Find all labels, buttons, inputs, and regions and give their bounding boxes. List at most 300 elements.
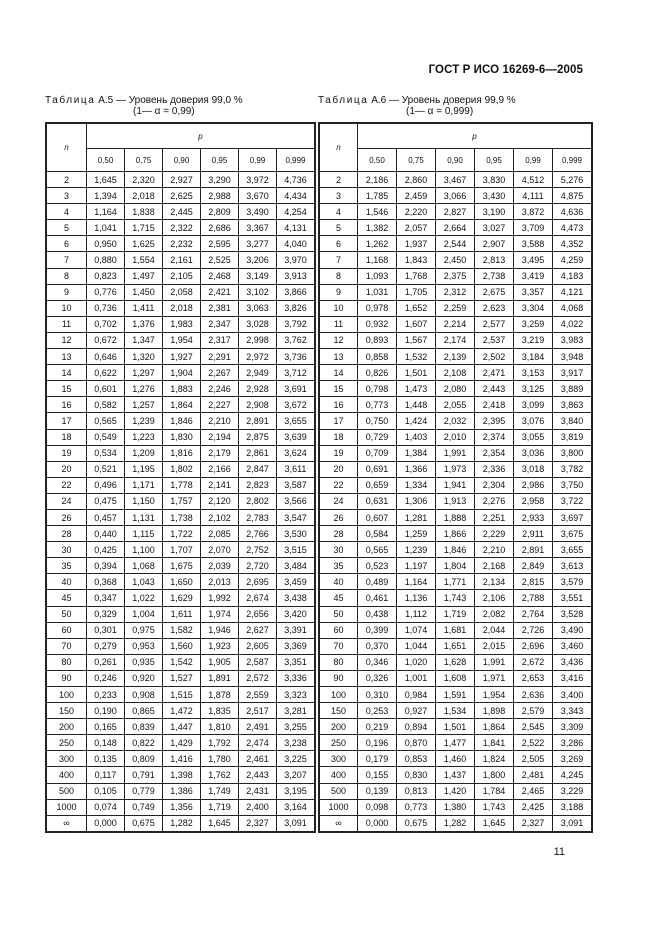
n-cell: 10: [47, 300, 87, 316]
p-value-header: 0,75: [397, 149, 436, 172]
n-cell: 30: [47, 542, 87, 558]
value-cell: 0,880: [87, 252, 125, 268]
value-cell: 1,150: [125, 493, 163, 509]
n-cell: 26: [47, 509, 87, 525]
value-cell: 1,450: [125, 284, 163, 300]
value-cell: 1,447: [163, 719, 201, 735]
value-cell: 0,000: [87, 815, 125, 831]
value-cell: 4,352: [553, 236, 592, 252]
value-cell: 2,738: [475, 268, 514, 284]
value-cell: 3,459: [277, 574, 315, 590]
value-cell: 0,098: [358, 799, 397, 815]
table-row: [320, 429, 592, 445]
value-cell: 0,826: [358, 365, 397, 381]
value-cell: 1,705: [397, 284, 436, 300]
p-value-header: 0,90: [163, 149, 201, 172]
value-cell: 1,334: [397, 477, 436, 493]
value-cell: 3,530: [277, 526, 315, 542]
value-cell: 1,437: [436, 767, 475, 783]
value-cell: 2,468: [201, 268, 239, 284]
n-cell: 8: [320, 268, 358, 284]
n-cell: 400: [320, 767, 358, 783]
value-cell: 1,386: [163, 783, 201, 799]
p-value-header: 0,95: [475, 149, 514, 172]
value-cell: 0,179: [358, 751, 397, 767]
n-cell: 10: [320, 300, 358, 316]
n-cell: 150: [320, 703, 358, 719]
value-cell: 1,992: [201, 590, 239, 606]
table-row: [320, 220, 592, 236]
value-cell: 2,572: [239, 670, 277, 686]
value-cell: 2,267: [201, 365, 239, 381]
table-row: [47, 381, 315, 397]
table-row: [47, 188, 315, 204]
table-row: [47, 606, 315, 622]
table-row: [47, 703, 315, 719]
value-cell: 1,398: [163, 767, 201, 783]
value-cell: 2,443: [475, 381, 514, 397]
value-cell: 1,100: [125, 542, 163, 558]
value-cell: 2,986: [514, 477, 553, 493]
value-cell: 2,055: [436, 397, 475, 413]
value-cell: 3,066: [436, 188, 475, 204]
n-cell: 17: [320, 413, 358, 429]
value-cell: 3,416: [553, 670, 592, 686]
page-number: 11: [553, 846, 565, 858]
value-cell: 0,461: [358, 590, 397, 606]
value-cell: 1,411: [125, 300, 163, 316]
value-cell: 1,802: [163, 461, 201, 477]
table-row: [320, 332, 592, 348]
value-cell: 1,784: [475, 783, 514, 799]
n-cell: 35: [47, 558, 87, 574]
value-cell: 2,168: [475, 558, 514, 574]
value-cell: 3,782: [553, 461, 592, 477]
table-row: [320, 590, 592, 606]
value-cell: 0,798: [358, 381, 397, 397]
table-a6-caption-text: А.6 — Уровень доверия 99,9 %: [368, 95, 516, 106]
value-cell: 3,547: [277, 509, 315, 525]
value-cell: 3,281: [277, 703, 315, 719]
n-cell: 200: [320, 719, 358, 735]
value-cell: 3,675: [553, 526, 592, 542]
n-cell: 35: [320, 558, 358, 574]
value-cell: 3,357: [514, 284, 553, 300]
n-cell: 45: [47, 590, 87, 606]
value-cell: 0,773: [397, 799, 436, 815]
value-cell: 3,830: [475, 172, 514, 188]
value-cell: 2,891: [239, 413, 277, 429]
table-row: [47, 638, 315, 654]
n-cell: 45: [320, 590, 358, 606]
value-cell: 2,502: [475, 349, 514, 365]
value-cell: 1,719: [201, 799, 239, 815]
n-cell: 3: [320, 188, 358, 204]
value-cell: 2,210: [201, 413, 239, 429]
value-cell: 0,261: [87, 654, 125, 670]
table-row: [320, 638, 592, 654]
n-cell: 50: [320, 606, 358, 622]
value-cell: 2,445: [163, 204, 201, 220]
value-cell: 0,908: [125, 687, 163, 703]
table-a5-p-values-row: [47, 149, 315, 172]
value-cell: 2,623: [475, 300, 514, 316]
value-cell: 2,802: [239, 493, 277, 509]
value-cell: 0,813: [397, 783, 436, 799]
p-value-header: 0,95: [201, 149, 239, 172]
value-cell: 4,245: [553, 767, 592, 783]
value-cell: 1,380: [436, 799, 475, 815]
value-cell: 4,068: [553, 300, 592, 316]
value-cell: 0,830: [397, 767, 436, 783]
value-cell: 2,421: [201, 284, 239, 300]
value-cell: 1,675: [163, 558, 201, 574]
value-cell: 2,764: [514, 606, 553, 622]
value-cell: 2,481: [514, 767, 553, 783]
n-cell: 5: [320, 220, 358, 236]
value-cell: 3,036: [514, 445, 553, 461]
table-row: [320, 413, 592, 429]
n-cell: 30: [320, 542, 358, 558]
value-cell: 1,738: [163, 509, 201, 525]
value-cell: 1,044: [397, 638, 436, 654]
value-cell: 0,607: [358, 509, 397, 525]
table-row: [47, 300, 315, 316]
value-cell: 2,227: [201, 397, 239, 413]
n-cell: 20: [47, 461, 87, 477]
value-cell: 2,459: [397, 188, 436, 204]
value-cell: 2,627: [239, 622, 277, 638]
n-cell: 7: [320, 252, 358, 268]
value-cell: 2,465: [514, 783, 553, 799]
value-cell: 1,347: [125, 332, 163, 348]
value-cell: 0,549: [87, 429, 125, 445]
table-a6-caption: [318, 95, 593, 122]
value-cell: 1,112: [397, 606, 436, 622]
value-cell: 3,343: [553, 703, 592, 719]
p-value-header: 0,50: [87, 149, 125, 172]
value-cell: 2,317: [201, 332, 239, 348]
value-cell: 2,322: [163, 220, 201, 236]
value-cell: 3,219: [514, 332, 553, 348]
value-cell: 2,559: [239, 687, 277, 703]
value-cell: 2,927: [163, 172, 201, 188]
value-cell: 1,195: [125, 461, 163, 477]
n-cell: 50: [47, 606, 87, 622]
value-cell: 3,863: [553, 397, 592, 413]
n-cell: 24: [47, 493, 87, 509]
value-cell: 0,135: [87, 751, 125, 767]
value-cell: 0,691: [358, 461, 397, 477]
value-cell: 1,607: [397, 316, 436, 332]
value-cell: 2,291: [201, 349, 239, 365]
table-row: [47, 236, 315, 252]
value-cell: 3,490: [239, 204, 277, 220]
value-cell: 1,197: [397, 558, 436, 574]
value-cell: 1,810: [201, 719, 239, 735]
value-cell: 0,148: [87, 735, 125, 751]
value-cell: 2,752: [239, 542, 277, 558]
value-cell: 2,327: [514, 815, 553, 831]
table-row: [320, 622, 592, 638]
value-cell: 3,579: [553, 574, 592, 590]
value-cell: 1,762: [201, 767, 239, 783]
value-cell: 3,400: [553, 687, 592, 703]
value-cell: 3,750: [553, 477, 592, 493]
value-cell: 2,861: [239, 445, 277, 461]
table-row: [47, 349, 315, 365]
value-cell: 3,277: [239, 236, 277, 252]
value-cell: 2,911: [514, 526, 553, 542]
value-cell: 1,888: [436, 509, 475, 525]
n-cell: 9: [47, 284, 87, 300]
value-cell: 3,255: [277, 719, 315, 735]
value-cell: 2,875: [239, 429, 277, 445]
value-cell: 0,894: [397, 719, 436, 735]
table-row: [320, 284, 592, 300]
value-cell: 3,207: [277, 767, 315, 783]
n-cell: 60: [320, 622, 358, 638]
value-cell: 1,501: [436, 719, 475, 735]
value-cell: 3,515: [277, 542, 315, 558]
value-cell: 1,366: [397, 461, 436, 477]
value-cell: 2,058: [163, 284, 201, 300]
value-cell: 0,475: [87, 493, 125, 509]
table-row: [320, 461, 592, 477]
value-cell: 0,749: [125, 799, 163, 815]
table-row: [320, 397, 592, 413]
value-cell: 0,279: [87, 638, 125, 654]
value-cell: 1,645: [475, 815, 514, 831]
value-cell: 3,587: [277, 477, 315, 493]
value-cell: 0,984: [397, 687, 436, 703]
value-cell: 2,537: [475, 332, 514, 348]
value-cell: 0,822: [125, 735, 163, 751]
value-cell: 3,889: [553, 381, 592, 397]
value-cell: 1,905: [201, 654, 239, 670]
value-cell: 0,675: [397, 815, 436, 831]
n-cell: 70: [47, 638, 87, 654]
table-a5-caption-label: Таблица: [45, 95, 96, 106]
value-cell: 0,893: [358, 332, 397, 348]
table-row: [47, 509, 315, 525]
value-cell: 1,448: [397, 397, 436, 413]
value-cell: 3,551: [553, 590, 592, 606]
value-cell: 1,681: [436, 622, 475, 638]
value-cell: 3,367: [239, 220, 277, 236]
value-cell: 2,823: [239, 477, 277, 493]
value-cell: 1,846: [163, 413, 201, 429]
table-row: [320, 188, 592, 204]
document-title: ГОСТ Р ИСО 16269-6—2005: [428, 64, 583, 76]
value-cell: 1,719: [436, 606, 475, 622]
value-cell: 0,736: [87, 300, 125, 316]
value-cell: 1,971: [475, 670, 514, 686]
table-row: [320, 349, 592, 365]
n-cell: 15: [47, 381, 87, 397]
value-cell: 2,450: [436, 252, 475, 268]
table-row: [47, 429, 315, 445]
value-cell: 1,356: [163, 799, 201, 815]
value-cell: 1,913: [436, 493, 475, 509]
table-row: [320, 558, 592, 574]
n-cell: 19: [47, 445, 87, 461]
value-cell: 0,425: [87, 542, 125, 558]
value-cell: 1,384: [397, 445, 436, 461]
value-cell: 3,983: [553, 332, 592, 348]
table-row: [320, 751, 592, 767]
value-cell: 3,091: [277, 815, 315, 831]
value-cell: 0,920: [125, 670, 163, 686]
value-cell: 2,788: [514, 590, 553, 606]
table-row: [320, 703, 592, 719]
n-cell: 18: [47, 429, 87, 445]
value-cell: 1,743: [475, 799, 514, 815]
table-row: [320, 365, 592, 381]
value-cell: 2,220: [397, 204, 436, 220]
table-row: [47, 815, 315, 831]
value-cell: 1,582: [163, 622, 201, 638]
value-cell: 1,115: [125, 526, 163, 542]
value-cell: 2,013: [201, 574, 239, 590]
value-cell: 1,954: [475, 687, 514, 703]
n-cell: 60: [47, 622, 87, 638]
value-cell: 1,460: [436, 751, 475, 767]
n-cell: 1000: [47, 799, 87, 815]
value-cell: 1,927: [163, 349, 201, 365]
value-cell: 0,823: [87, 268, 125, 284]
value-cell: 3,655: [277, 413, 315, 429]
value-cell: 1,164: [397, 574, 436, 590]
value-cell: 0,975: [125, 622, 163, 638]
value-cell: 3,691: [277, 381, 315, 397]
p-value-header: 0,99: [514, 149, 553, 172]
n-cell: 7: [47, 252, 87, 268]
value-cell: 1,020: [397, 654, 436, 670]
value-cell: 1,262: [358, 236, 397, 252]
n-cell: 80: [320, 654, 358, 670]
value-cell: 1,804: [436, 558, 475, 574]
value-cell: 1,652: [397, 300, 436, 316]
value-cell: 0,489: [358, 574, 397, 590]
table-row: [320, 783, 592, 799]
value-cell: 2,656: [239, 606, 277, 622]
value-cell: 3,655: [553, 542, 592, 558]
value-cell: 0,233: [87, 687, 125, 703]
table-a5-caption-sub: (1— α = 0,99): [133, 106, 195, 117]
value-cell: 2,134: [475, 574, 514, 590]
value-cell: 0,326: [358, 670, 397, 686]
value-cell: 3,972: [239, 172, 277, 188]
value-cell: 3,819: [553, 429, 592, 445]
value-cell: 1,239: [397, 542, 436, 558]
value-cell: 2,210: [475, 542, 514, 558]
value-cell: 1,898: [475, 703, 514, 719]
table-row: [47, 397, 315, 413]
value-cell: 1,515: [163, 687, 201, 703]
value-cell: 1,650: [163, 574, 201, 590]
value-cell: 1,554: [125, 252, 163, 268]
value-cell: 0,631: [358, 493, 397, 509]
value-cell: 1,131: [125, 509, 163, 525]
value-cell: 1,306: [397, 493, 436, 509]
value-cell: 2,229: [475, 526, 514, 542]
value-cell: 1,282: [163, 815, 201, 831]
value-cell: 2,312: [436, 284, 475, 300]
value-cell: 1,843: [397, 252, 436, 268]
value-cell: 1,074: [397, 622, 436, 638]
table-row: [320, 526, 592, 542]
value-cell: 2,015: [475, 638, 514, 654]
table-a5-header-n: n: [47, 124, 87, 172]
table-row: [47, 493, 315, 509]
value-cell: 3,736: [277, 349, 315, 365]
table-row: [320, 509, 592, 525]
value-cell: 2,972: [239, 349, 277, 365]
value-cell: 3,528: [553, 606, 592, 622]
value-cell: 2,653: [514, 670, 553, 686]
n-cell: 22: [320, 477, 358, 493]
value-cell: 2,726: [514, 622, 553, 638]
value-cell: 2,010: [436, 429, 475, 445]
value-cell: 1,645: [87, 172, 125, 188]
value-cell: 0,865: [125, 703, 163, 719]
n-cell: 15: [320, 381, 358, 397]
value-cell: 3,800: [553, 445, 592, 461]
value-cell: 2,783: [239, 509, 277, 525]
table-row: [47, 558, 315, 574]
value-cell: 1,991: [475, 654, 514, 670]
value-cell: 0,155: [358, 767, 397, 783]
value-cell: 2,166: [201, 461, 239, 477]
table-row: [47, 783, 315, 799]
table-row: [47, 445, 315, 461]
table-row: [320, 606, 592, 622]
value-cell: 3,188: [553, 799, 592, 815]
n-cell: 300: [320, 751, 358, 767]
table-row: [320, 268, 592, 284]
value-cell: 3,872: [514, 204, 553, 220]
value-cell: 0,791: [125, 767, 163, 783]
value-cell: 0,646: [87, 349, 125, 365]
value-cell: 3,712: [277, 365, 315, 381]
value-cell: 2,545: [514, 719, 553, 735]
value-cell: 1,093: [358, 268, 397, 284]
table-row: [47, 799, 315, 815]
table-row: [47, 590, 315, 606]
table-row: [320, 204, 592, 220]
value-cell: 2,105: [163, 268, 201, 284]
n-cell: 500: [47, 783, 87, 799]
value-cell: 3,490: [553, 622, 592, 638]
value-cell: 2,425: [514, 799, 553, 815]
table-a6-body: [320, 172, 592, 832]
value-cell: 1,608: [436, 670, 475, 686]
value-cell: 2,057: [397, 220, 436, 236]
n-cell: 11: [320, 316, 358, 332]
table-row: [47, 767, 315, 783]
p-value-header: 0,999: [277, 149, 315, 172]
n-cell: 13: [320, 349, 358, 365]
value-cell: 0,523: [358, 558, 397, 574]
value-cell: 3,195: [277, 783, 315, 799]
table-row: [47, 365, 315, 381]
n-cell: 6: [47, 236, 87, 252]
value-cell: 0,950: [87, 236, 125, 252]
value-cell: 0,675: [125, 815, 163, 831]
value-cell: 1,168: [358, 252, 397, 268]
table-row: [47, 574, 315, 590]
